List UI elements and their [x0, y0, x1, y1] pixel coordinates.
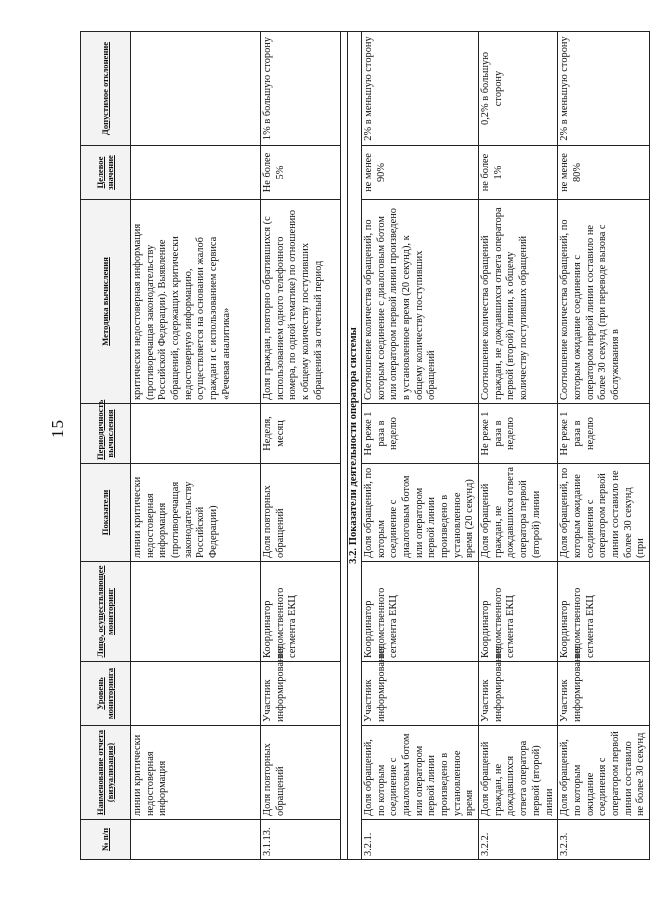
table-row-3-1-13: [261, 32, 341, 860]
cell-report-name: Доля обращений, по которым соединение с диалоговым ботом или оператором первой линии произведено в установленное время: [361, 726, 478, 820]
table-row-3-2-2: [479, 32, 558, 860]
header-monitoring-level: Уровень мониторинга: [81, 662, 131, 726]
cell-person: Координатор ведомственного сегмента ЕКЦ: [361, 562, 478, 662]
monitoring-indicators-table: [80, 31, 650, 860]
table-row-3-2-1: [361, 32, 478, 860]
cell-indicators: Доля обращений, по которым ожидание соединения с оператором первой линии составило не более 30 секунд (при: [558, 464, 650, 562]
cell-target: не менее 90%: [361, 146, 478, 200]
cell-deviation: [131, 32, 261, 146]
cell-num: 3.2.2.: [479, 820, 558, 860]
cell-level: Участник информирования: [261, 662, 341, 726]
cell-method: Доля граждан, повторно обратившихся (с использованием одного телефонного номера, по одной тематике) по отношению к общему количеству поступивших обращений за отчетный период: [261, 200, 341, 404]
cell-report-name: линии критически недостоверная информация: [131, 726, 261, 820]
cell-method: Соотношение количества обращений, по которым ожидание соединения с оператором первой линии составило не более 30 секунд (при переводе вызова с обслуживания в: [558, 200, 650, 404]
cell-indicators: Доля обращений граждан, не дождавшихся ответа оператора первой (второй) линии: [479, 464, 558, 562]
table-row-continuation: [131, 32, 261, 860]
cell-method: Соотношение количества обращений граждан, не дождавшихся ответа оператора первой (второй) линии, к общему количеству поступивших обращений: [479, 200, 558, 404]
cell-level: [131, 662, 261, 726]
header-period: Периодичность вычисления: [81, 404, 131, 464]
cell-indicators: Доля обращений, по которым соединение с диалоговым ботом или оператором первой линии произведено в установленное время (20 секунд): [361, 464, 478, 562]
cell-report-name: Доля обращений граждан, не дождавшихся ответа оператора первой (второй) линии: [479, 726, 558, 820]
cell-report-name: Доля повторных обращений: [261, 726, 341, 820]
cell-method: критически недостоверная информация (противоречащая законодательству Российской Федерации). Выявление обращений, содержащих критически недостоверную информацию, осуществляется на основании жалоб граждан и с использованием сервиса «Речевая аналитика»: [131, 200, 261, 404]
cell-num: 3.2.1.: [361, 820, 478, 860]
cell-method: Соотношение количества обращений, по которым соединение с диалоговым ботом или оператором первой линии произведено в установленное время (20 секунд), к общему количеству поступивших обращений: [361, 200, 478, 404]
cell-target: не менее 80%: [558, 146, 650, 200]
cell-period: Неделя, месяц: [261, 404, 341, 464]
header-method: Методика вычисления: [81, 200, 131, 404]
cell-deviation: 2% в меньшую сторону: [361, 32, 478, 146]
cell-indicators: Доля повторных обращений: [261, 464, 341, 562]
table-header-row: [81, 32, 131, 860]
page-number: 15: [48, 419, 67, 438]
header-indicators: Показатели: [81, 464, 131, 562]
header-target: Целевое значение: [81, 146, 131, 200]
header-deviation: Допустимое отклонение: [81, 32, 131, 146]
cell-deviation: 1% в большую сторону: [261, 32, 341, 146]
cell-period: Не реже 1 раза в неделю: [558, 404, 650, 464]
cell-person: Координатор ведомственного сегмента ЕКЦ: [558, 562, 650, 662]
cell-report-name: Доля обращений, по которым ожидание соединения с оператором первой линии составило не более 30 секунд: [558, 726, 650, 820]
section-title-row: [348, 32, 362, 860]
cell-deviation: 2% в меньшую сторону: [558, 32, 650, 146]
cell-target: не более 1%: [479, 146, 558, 200]
cell-level: Участник информирования: [558, 662, 650, 726]
header-num: № п/п: [81, 820, 131, 860]
cell-level: Участник информирования: [479, 662, 558, 726]
cell-person: Координатор ведомственного сегмента ЕКЦ: [261, 562, 341, 662]
rotated-table-container: [80, 32, 647, 860]
table-row-3-2-3: [558, 32, 650, 860]
header-report-name: Наименование отчета (визуализация): [81, 726, 131, 820]
cell-level: Участник информирования: [361, 662, 478, 726]
cell-target: Не более 5%: [261, 146, 341, 200]
cell-person: Координатор ведомственного сегмента ЕКЦ: [479, 562, 558, 662]
header-monitoring-person: Лицо, осуществляющее мониторинг: [81, 562, 131, 662]
cell-num: [131, 820, 261, 860]
section-title: 3.2. Показатели деятельности оператора системы: [348, 32, 362, 860]
cell-num: 3.2.3.: [558, 820, 650, 860]
spacer-cell: [341, 32, 348, 860]
cell-period: Не реже 1 раза в неделю: [361, 404, 478, 464]
cell-period: [131, 404, 261, 464]
cell-num: 3.1.13.: [261, 820, 341, 860]
cell-person: [131, 562, 261, 662]
table-spacer-row: [341, 32, 348, 860]
cell-indicators: линии критически недостоверная информация (противоречащая законодательству Российской Федерации): [131, 464, 261, 562]
cell-period: Не реже 1 раза в неделю: [479, 404, 558, 464]
cell-target: [131, 146, 261, 200]
cell-deviation: 0,2% в большую сторону: [479, 32, 558, 146]
